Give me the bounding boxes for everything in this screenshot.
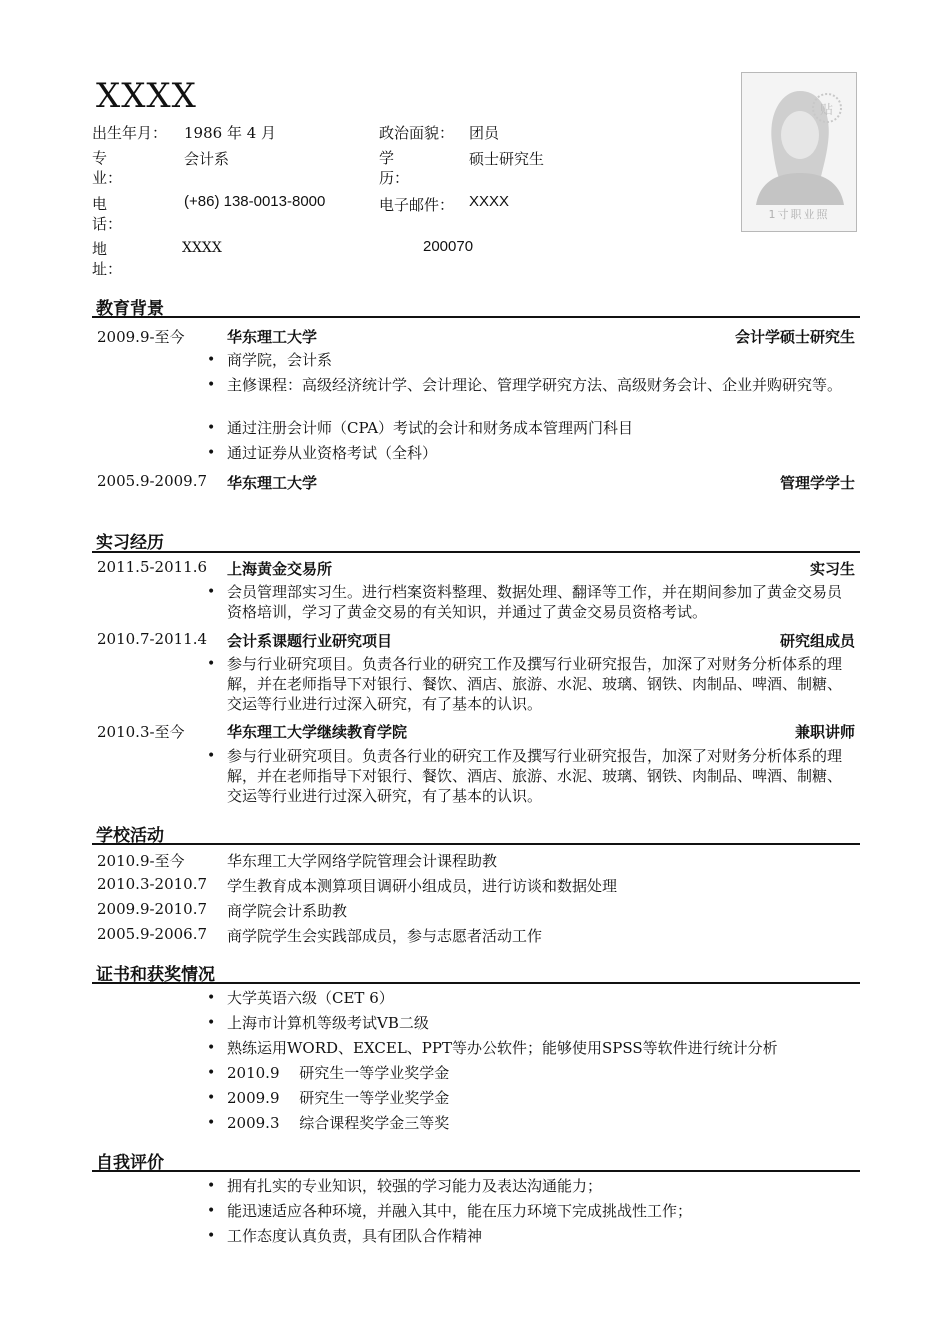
intern-org: 华东理工大学继续教育学院 [227,723,408,741]
bullet-icon: • [207,584,216,600]
certificate-item: 2010.9 研究生一等学业奖学金 [227,1064,450,1082]
bullet-icon: • [207,656,216,672]
section-divider [92,316,860,318]
major-label: 专业： [92,149,123,187]
politics-value: 团员 [469,124,500,142]
bullet-icon: • [207,1203,216,1219]
bullet-icon: • [207,352,216,368]
bullet-icon: • [207,990,216,1006]
activity-date: 2010.9-至今 [97,852,185,870]
address-value: XXXX [182,240,222,256]
birth-label: 出生年月： [92,124,168,142]
certificate-item: 熟练运用WORD、EXCEL、PPT等办公软件；能够使用SPSS等软件进行统计分析 [227,1039,778,1057]
intern-date: 2010.7-2011.4 [97,630,208,648]
edu-bullet: 主修课程：高级经济统计学、会计理论、管理学研究方法、高级财务会计、企业并购研究等。 [227,376,843,394]
phone-value: (+86) 138-0013-8000 [184,193,326,210]
self-eval-title: 自我评价 [96,1153,164,1173]
email-value: XXXX [469,193,510,210]
bullet-icon: • [207,445,216,461]
degree-value: 硕士研究生 [469,150,545,168]
bullet-icon: • [207,1015,216,1031]
candidate-name: XXXX [96,76,197,116]
edu-bullet: 通过证券从业资格考试（全科） [227,444,438,462]
photo-stamp: 贴 [820,103,834,118]
edu-school: 华东理工大学 [227,474,318,492]
bullet-icon: • [207,420,216,436]
edu-date: 2009.9-至今 [97,328,185,346]
edu-degree: 会计学硕士研究生 [734,328,855,346]
self-eval-item: 工作态度认真负责，具有团队合作精神 [227,1227,483,1245]
certificate-item: 上海市计算机等级考试VB二级 [227,1014,429,1032]
bullet-icon: • [207,1115,216,1131]
edu-degree: 管理学学士 [779,474,855,492]
intern-bullet: 参与行业研究项目。负责各行业的研究工作及撰写行业研究报告，加深了对财务分析体系的理解，并在老师指导下对银行、餐饮、酒店、旅游、水泥、玻璃、钢铁、肉制品、啤酒、制糖、交运等行业进行过深入研究，有了基本的认识。 [227,747,843,805]
certificate-item: 2009.3 综合课程奖学金三等奖 [227,1114,450,1132]
intern-date: 2010.3-至今 [97,723,185,741]
bullet-icon: • [207,1178,216,1194]
zip-value: 200070 [423,238,474,255]
edu-bullet: 商学院，会计系 [227,351,333,369]
activity-text: 华东理工大学网络学院管理会计课程助教 [227,852,498,870]
photo-caption: 1寸职业照 [768,208,830,221]
intern-org: 会计系课题行业研究项目 [227,632,393,650]
edu-bullet: 通过注册会计师（CPA）考试的会计和财务成本管理两门科目 [227,419,634,437]
activity-date: 2010.3-2010.7 [97,875,208,893]
bullet-icon: • [207,748,216,764]
intern-date: 2011.5-2011.6 [97,558,208,576]
intern-role: 实习生 [809,560,855,578]
activities-title: 学校活动 [96,826,164,846]
intern-org: 上海黄金交易所 [227,560,333,578]
activity-date: 2009.9-2010.7 [97,900,208,918]
photo-placeholder [741,72,857,232]
certificates-title: 证书和获奖情况 [96,965,215,985]
degree-label: 学历： [379,149,410,187]
birth-value: 1986 年 4 月 [184,124,277,142]
intern-role: 研究组成员 [779,632,855,650]
phone-label: 电话： [92,195,123,233]
activity-text: 商学院会计系助教 [227,902,348,920]
bullet-icon: • [207,1040,216,1056]
activity-text: 商学院学生会实践部成员，参与志愿者活动工作 [227,927,543,945]
intern-bullet: 参与行业研究项目。负责各行业的研究工作及撰写行业研究报告，加深了对财务分析体系的理解，并在老师指导下对银行、餐饮、酒店、旅游、水泥、玻璃、钢铁、肉制品、啤酒、制糖、交运等行业进行过深入研究，有了基本的认识。 [227,655,843,713]
email-label: 电子邮件： [379,196,455,214]
section-divider [92,982,860,984]
bullet-icon: • [207,1090,216,1106]
section-divider [92,843,860,845]
bullet-icon: • [207,1065,216,1081]
bullet-icon: • [207,377,216,393]
certificate-item: 大学英语六级（CET 6） [227,989,394,1007]
edu-school: 华东理工大学 [227,328,318,346]
activity-text: 学生教育成本测算项目调研小组成员，进行访谈和数据处理 [227,877,618,895]
education-title: 教育背景 [96,299,164,319]
internship-title: 实习经历 [96,533,164,553]
edu-date: 2005.9-2009.7 [97,472,208,490]
section-divider [92,1170,860,1172]
certificate-item: 2009.9 研究生一等学业奖学金 [227,1089,450,1107]
activity-date: 2005.9-2006.7 [97,925,208,943]
bullet-icon: • [207,1228,216,1244]
intern-role: 兼职讲师 [794,723,855,741]
section-divider [92,551,860,553]
politics-label: 政治面貌： [379,124,455,142]
self-eval-item: 拥有扎实的专业知识，较强的学习能力及表达沟通能力； [227,1177,603,1195]
self-eval-item: 能迅速适应各种环境，并融入其中，能在压力环境下完成挑战性工作； [227,1202,693,1220]
intern-bullet: 会员管理部实习生。进行档案资料整理、数据处理、翻译等工作，并在期间参加了黄金交易员资格培训，学习了黄金交易的有关知识，并通过了黄金交易员资格考试。 [227,583,843,621]
address-label: 地址： [92,240,123,278]
major-value: 会计系 [184,150,230,168]
